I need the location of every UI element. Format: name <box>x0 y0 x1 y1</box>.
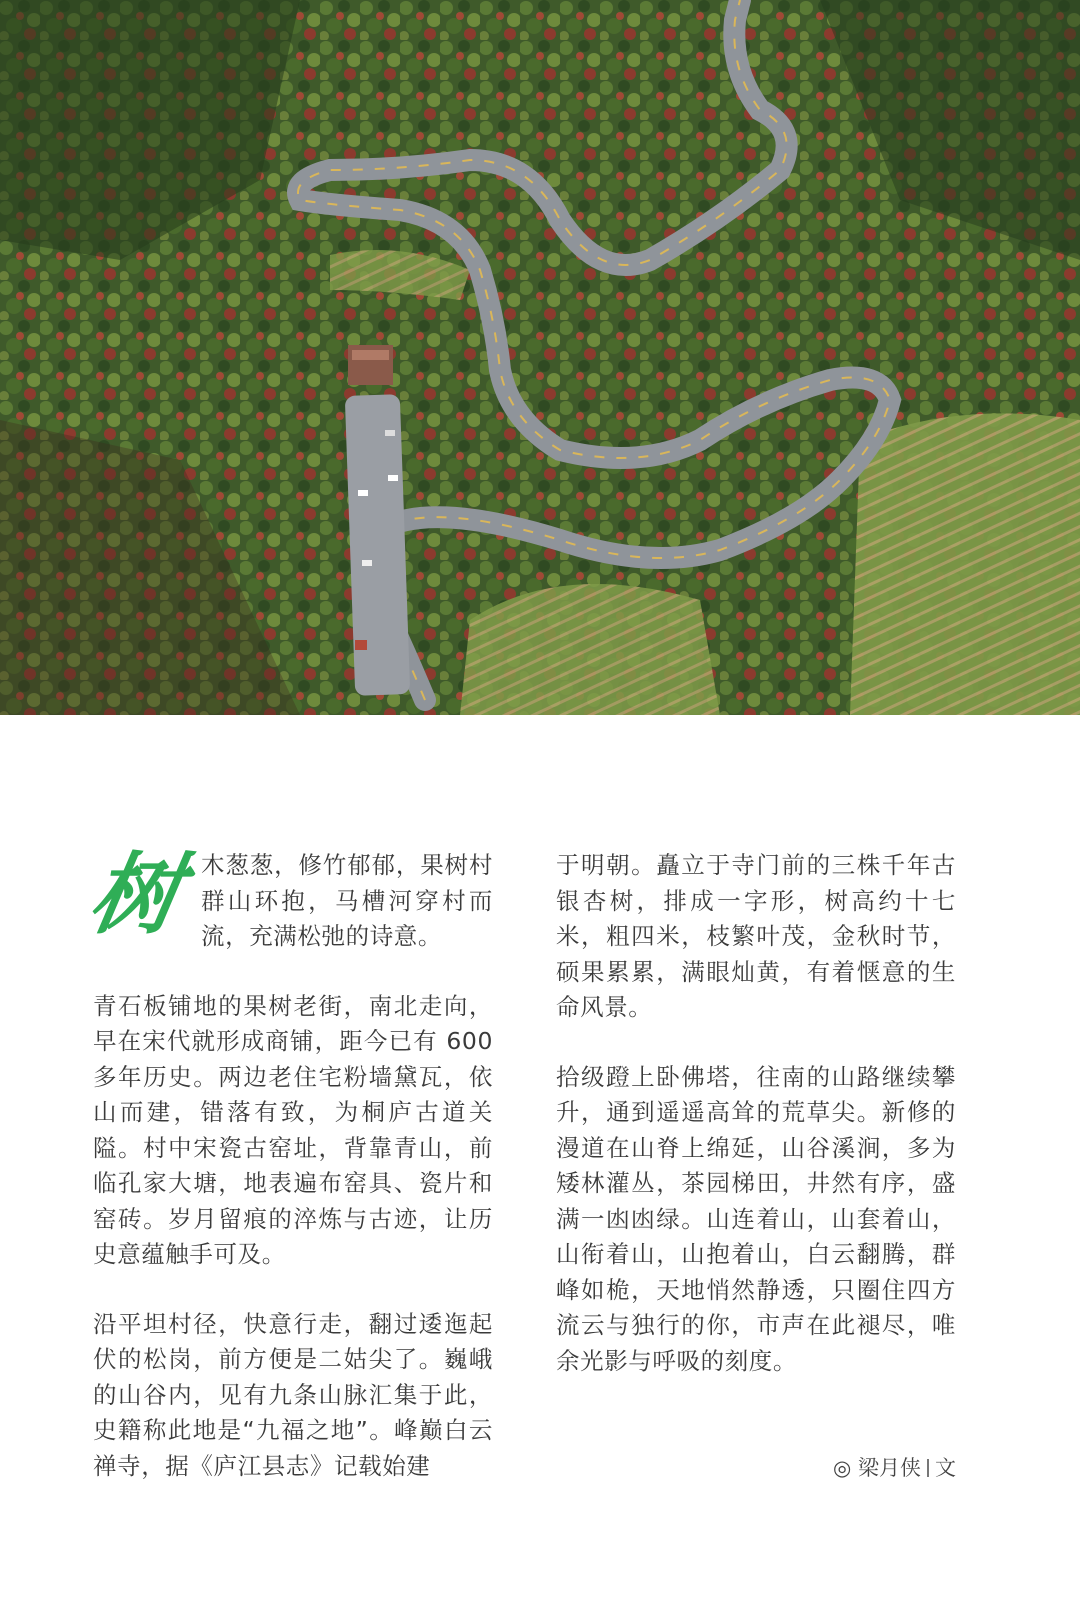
paragraph-1-text: 木葱葱，修竹郁郁，果树村群山环抱，马槽河穿村而流，充满松弛的诗意。 <box>201 851 493 950</box>
dropcap-character: 树 <box>82 842 190 946</box>
author-role: 文 <box>935 1456 956 1480</box>
first-paragraph <box>82 842 493 955</box>
aerial-photo <box>0 0 1080 715</box>
article-column-left <box>82 842 493 1518</box>
credit-separator <box>927 1459 929 1477</box>
paragraph-5: 拾级蹬上卧佛塔，往南的山路继续攀升，通到遥遥高耸的荒草尖。新修的漫道在山脊上绵延，山谷溪涧，多为矮林灌丛，茶园梯田，井然有序，盛满一凼凼绿。山连着山，山套着山，山衔着山，山抱着山，白云翻腾，群峰如桅，天地悄然静透，只圈住四方流云与独行的你，市声在此褪尽，唯余光影与呼吸的刻度。 <box>556 1062 956 1375</box>
article-column-right <box>556 848 956 1413</box>
paragraph-4: 于明朝。矗立于寺门前的三株千年古银杏树，排成一字形，树高约十七米，粗四米，枝繁叶茂，金秋时节，硕果累累，满眼灿黄，有着惬意的生命风景。 <box>556 851 956 1021</box>
author-name: ◎ 梁月侠 <box>833 1456 921 1480</box>
paragraph-3: 沿平坦村径，快意行走，翻过逶迤起伏的松岗，前方便是二姑尖了。巍峨的山谷内，见有九条山脉汇集于此，史籍称此地是“九福之地”。峰巅白云禅寺，据《庐江县志》记载始建 <box>93 1309 493 1480</box>
author-credit <box>556 1452 956 1482</box>
paragraph-2: 青石板铺地的果树老街，南北走向，早在宋代就形成商铺，距今已有 600 多年历史。两边老住宅粉墙黛瓦，依山而建，错落有致，为桐庐古道关隘。村中宋瓷古窑址，背靠青山，前临孔家大塘，地表遍布窑具、瓷片和窑砖。岁月留痕的淬炼与古迹，让历史意蕴触手可及。 <box>93 991 493 1268</box>
